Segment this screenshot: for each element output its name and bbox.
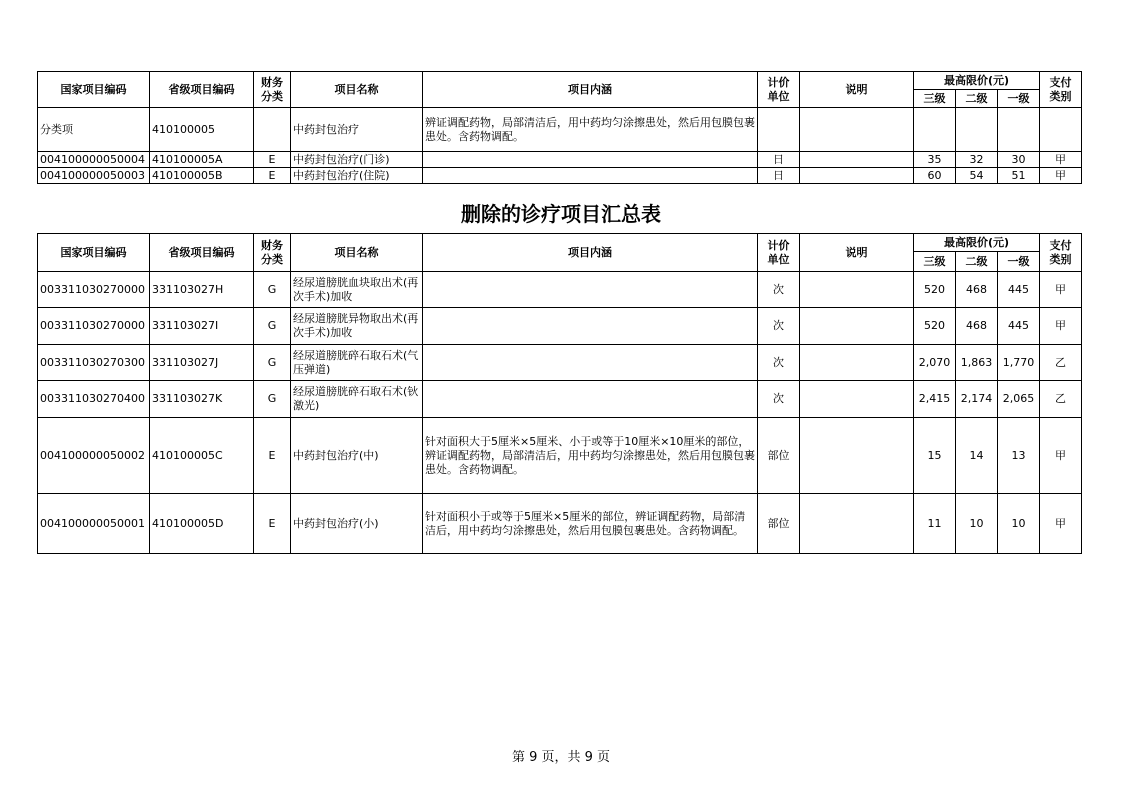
header-item-name: 项目名称 — [291, 234, 423, 272]
header-unit — [758, 72, 800, 108]
header-unit-line2: 单位 — [767, 89, 790, 103]
cell-pay: 甲 — [1040, 418, 1082, 494]
header-unit-line2: 单位 — [767, 252, 790, 266]
cell-content — [423, 345, 758, 381]
cell-category — [254, 108, 291, 152]
cell-note — [800, 418, 914, 494]
header-national-code: 国家项目编码 — [38, 234, 150, 272]
cell-price-level2: 10 — [956, 494, 998, 554]
cell-category: E — [254, 168, 291, 184]
cell-pay: 甲 — [1040, 308, 1082, 345]
deleted-items-table — [37, 233, 1082, 554]
cell-content — [423, 152, 758, 168]
cell-national: 004100000050004 — [38, 152, 150, 168]
cell-note — [800, 494, 914, 554]
cell-content: 针对面积大于5厘米×5厘米、小于或等于10厘米×10厘米的部位，辨证调配药物，局部清洁后，用中药均匀涂擦患处，然后用包膜包裹患处。含药物调配。 — [423, 418, 758, 494]
table-row — [38, 308, 1082, 345]
cell-pay: 乙 — [1040, 345, 1082, 381]
header-max-price: 最高限价(元) — [914, 72, 1040, 90]
cell-price-level1: 1,770 — [998, 345, 1040, 381]
cell-price-level3: 15 — [914, 418, 956, 494]
cell-content: 辨证调配药物，局部清洁后，用中药均匀涂擦患处，然后用包膜包裹患处。含药物调配。 — [423, 108, 758, 152]
cell-national: 004100000050001 — [38, 494, 150, 554]
cell-price-level2: 54 — [956, 168, 998, 184]
cell-price-level3: 60 — [914, 168, 956, 184]
header-finance-line2: 分类 — [261, 89, 283, 103]
header-finance-line1: 财务 — [261, 238, 283, 252]
cell-unit: 次 — [758, 272, 800, 308]
cell-provincial: 410100005D — [150, 494, 254, 554]
cell-name: 中药封包治疗(小) — [291, 494, 423, 554]
price-table-top — [37, 71, 1082, 184]
header-item-content: 项目内涵 — [423, 234, 758, 272]
cell-note — [800, 272, 914, 308]
table-row — [38, 108, 1082, 152]
cell-name: 中药封包治疗(住院) — [291, 168, 423, 184]
cell-content: 针对面积小于或等于5厘米×5厘米的部位，辨证调配药物，局部清洁后，用中药均匀涂擦患处，然后用包膜包裹患处。含药物调配。 — [423, 494, 758, 554]
cell-price-level2: 32 — [956, 152, 998, 168]
cell-name: 经尿道膀胱碎石取石术(气压弹道) — [291, 345, 423, 381]
header-pay-line2: 类别 — [1049, 89, 1072, 103]
header-note: 说明 — [800, 234, 914, 272]
cell-price-level3: 11 — [914, 494, 956, 554]
cell-price-level3: 520 — [914, 308, 956, 345]
cell-name: 经尿道膀胱血块取出术(再次手术)加收 — [291, 272, 423, 308]
page-footer: 第 9 页，共 9 页 — [511, 750, 611, 765]
cell-name: 中药封包治疗 — [291, 108, 423, 152]
cell-national: 003311030270000 — [38, 308, 150, 345]
cell-category: E — [254, 494, 291, 554]
page-title: 删除的诊疗项目汇总表 — [461, 202, 661, 226]
header-unit — [758, 234, 800, 272]
cell-price-level2: 468 — [956, 272, 998, 308]
cell-note — [800, 168, 914, 184]
cell-category: G — [254, 381, 291, 418]
cell-price-level3: 2,415 — [914, 381, 956, 418]
cell-note — [800, 152, 914, 168]
cell-pay: 甲 — [1040, 168, 1082, 184]
header-level1: 一级 — [998, 90, 1040, 108]
cell-price-level3: 35 — [914, 152, 956, 168]
header-item-content: 项目内涵 — [423, 72, 758, 108]
header-level2: 二级 — [956, 252, 998, 272]
header-level1: 一级 — [998, 252, 1040, 272]
cell-pay: 甲 — [1040, 272, 1082, 308]
cell-category: G — [254, 345, 291, 381]
header-level3: 三级 — [914, 90, 956, 108]
table-row — [38, 381, 1082, 418]
cell-unit: 次 — [758, 381, 800, 418]
cell-note — [800, 108, 914, 152]
cell-unit: 次 — [758, 345, 800, 381]
cell-category: G — [254, 272, 291, 308]
header-finance-category — [254, 72, 291, 108]
cell-national: 004100000050003 — [38, 168, 150, 184]
cell-provincial: 331103027H — [150, 272, 254, 308]
header-pay-line1: 支付 — [1049, 75, 1072, 89]
table-row — [38, 272, 1082, 308]
header-pay-line1: 支付 — [1049, 238, 1072, 252]
table-row — [38, 418, 1082, 494]
cell-name: 经尿道膀胱异物取出术(再次手术)加收 — [291, 308, 423, 345]
cell-provincial: 410100005B — [150, 168, 254, 184]
cell-provincial: 410100005C — [150, 418, 254, 494]
cell-price-level2: 14 — [956, 418, 998, 494]
header-pay-category — [1040, 234, 1082, 272]
cell-pay: 甲 — [1040, 152, 1082, 168]
cell-price-level3 — [914, 108, 956, 152]
table-row — [38, 494, 1082, 554]
cell-price-level1: 445 — [998, 308, 1040, 345]
cell-pay — [1040, 108, 1082, 152]
cell-unit: 日 — [758, 152, 800, 168]
header-max-price: 最高限价(元) — [914, 234, 1040, 252]
cell-category: E — [254, 152, 291, 168]
header-finance-line1: 财务 — [261, 75, 283, 89]
cell-price-level1 — [998, 108, 1040, 152]
cell-price-level3: 2,070 — [914, 345, 956, 381]
cell-pay: 乙 — [1040, 381, 1082, 418]
cell-note — [800, 381, 914, 418]
header-national-code: 国家项目编码 — [38, 72, 150, 108]
cell-provincial: 410100005 — [150, 108, 254, 152]
cell-content — [423, 381, 758, 418]
cell-provincial: 410100005A — [150, 152, 254, 168]
header-unit-line1: 计价 — [767, 238, 790, 252]
cell-national: 分类项 — [38, 108, 150, 152]
cell-price-level2: 468 — [956, 308, 998, 345]
cell-content — [423, 308, 758, 345]
cell-content — [423, 272, 758, 308]
cell-provincial: 331103027K — [150, 381, 254, 418]
cell-price-level2: 2,174 — [956, 381, 998, 418]
cell-national: 004100000050002 — [38, 418, 150, 494]
header-unit-line1: 计价 — [767, 75, 790, 89]
cell-unit: 次 — [758, 308, 800, 345]
cell-unit: 部位 — [758, 418, 800, 494]
header-note: 说明 — [800, 72, 914, 108]
cell-provincial: 331103027I — [150, 308, 254, 345]
cell-name: 中药封包治疗(门诊) — [291, 152, 423, 168]
cell-note — [800, 308, 914, 345]
cell-price-level2 — [956, 108, 998, 152]
cell-price-level2: 1,863 — [956, 345, 998, 381]
cell-category: G — [254, 308, 291, 345]
cell-price-level1: 30 — [998, 152, 1040, 168]
header-finance-line2: 分类 — [261, 252, 283, 266]
table-row — [38, 168, 1082, 184]
cell-price-level1: 51 — [998, 168, 1040, 184]
cell-national: 003311030270400 — [38, 381, 150, 418]
cell-note — [800, 345, 914, 381]
cell-price-level1: 10 — [998, 494, 1040, 554]
header-item-name: 项目名称 — [291, 72, 423, 108]
header-provincial-code: 省级项目编码 — [150, 72, 254, 108]
header-finance-category — [254, 234, 291, 272]
cell-price-level3: 520 — [914, 272, 956, 308]
header-provincial-code: 省级项目编码 — [150, 234, 254, 272]
header-level3: 三级 — [914, 252, 956, 272]
header-level2: 二级 — [956, 90, 998, 108]
cell-unit: 日 — [758, 168, 800, 184]
cell-price-level1: 445 — [998, 272, 1040, 308]
cell-national: 003311030270000 — [38, 272, 150, 308]
cell-provincial: 331103027J — [150, 345, 254, 381]
cell-unit — [758, 108, 800, 152]
table-row — [38, 345, 1082, 381]
cell-name: 中药封包治疗(中) — [291, 418, 423, 494]
header-pay-category — [1040, 72, 1082, 108]
cell-pay: 甲 — [1040, 494, 1082, 554]
cell-category: E — [254, 418, 291, 494]
cell-content — [423, 168, 758, 184]
header-pay-line2: 类别 — [1049, 252, 1072, 266]
table-row — [38, 152, 1082, 168]
cell-unit: 部位 — [758, 494, 800, 554]
cell-price-level1: 2,065 — [998, 381, 1040, 418]
cell-national: 003311030270300 — [38, 345, 150, 381]
cell-name: 经尿道膀胱碎石取石术(钬激光) — [291, 381, 423, 418]
cell-price-level1: 13 — [998, 418, 1040, 494]
